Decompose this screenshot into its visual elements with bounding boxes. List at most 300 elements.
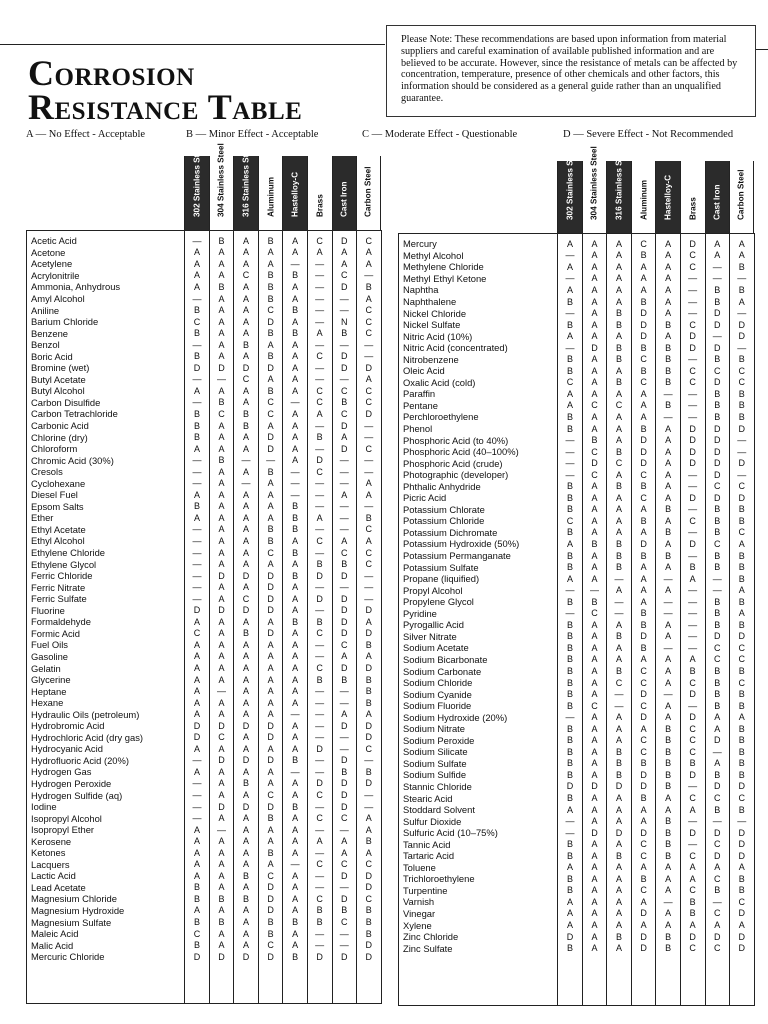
rating-cell: A [292, 732, 299, 743]
rating-cell: A [218, 305, 225, 316]
rating-cell: B [566, 631, 573, 642]
rating-cell: — [339, 824, 349, 835]
rating-cell: B [689, 758, 696, 769]
chemical-name: Butyl Acetate [31, 373, 86, 385]
chemical-name: Nitrobenzene [403, 353, 459, 365]
rating-cell: B [714, 769, 721, 780]
rating-cell: B [616, 631, 623, 642]
rating-cell: A [193, 766, 200, 777]
column-header-label: Brass [688, 197, 698, 220]
rating-cell: — [688, 284, 698, 295]
rating-cell: D [689, 931, 696, 942]
rating-cell: — [315, 766, 325, 777]
rating-cell: A [591, 354, 598, 365]
resistance-table-right [398, 233, 755, 1006]
rating-cell: A [292, 628, 299, 639]
rating-cell: A [640, 654, 647, 665]
rating-cell: B [714, 689, 721, 700]
rating-cell: D [218, 755, 225, 766]
rating-cell: A [365, 374, 372, 385]
table-row [27, 882, 381, 894]
rating-cell: D [640, 689, 647, 700]
rating-cell: D [640, 769, 647, 780]
chemical-name: Propyl Alcohol [403, 584, 463, 596]
rating-cell: — [216, 824, 226, 835]
rating-cell: A [218, 489, 225, 500]
rating-cell: B [640, 365, 647, 376]
rating-cell: C [689, 319, 696, 330]
rating-cell: — [614, 608, 624, 619]
rating-cell: D [615, 827, 623, 838]
rating-cell: B [193, 501, 200, 512]
table-row [399, 550, 754, 562]
rating-cell: A [243, 813, 250, 824]
rating-cell: A [591, 481, 598, 492]
rating-cell: N [340, 316, 348, 327]
column-headers-right [557, 146, 754, 233]
table-row [27, 524, 381, 536]
rating-cell: A [738, 920, 745, 931]
rating-cell: C [738, 677, 746, 688]
rating-cell: B [738, 573, 745, 584]
rating-cell: A [616, 238, 623, 249]
rating-cell: C [218, 732, 225, 743]
rating-cell: C [640, 677, 647, 688]
chemical-name: Photographic (developer) [403, 469, 509, 481]
rating-cell: A [616, 735, 623, 746]
chemical-name: Ethylene Chloride [31, 547, 106, 559]
rating-cell: A [616, 943, 623, 954]
table-row [27, 270, 381, 282]
rating-cell: B [292, 616, 299, 627]
table-row [399, 342, 754, 354]
rating-cell: A [640, 862, 647, 873]
rating-cell: D [365, 605, 373, 616]
table-row [27, 720, 381, 732]
rating-cell: A [193, 512, 200, 523]
rating-cell: — [192, 813, 202, 824]
rating-cell: — [565, 273, 575, 284]
table-row [27, 916, 381, 928]
rating-cell: A [566, 573, 573, 584]
table-row [27, 281, 381, 293]
rating-cell: C [267, 408, 274, 419]
table-row [27, 732, 381, 744]
rating-cell: A [243, 489, 250, 500]
rating-cell: — [290, 397, 300, 408]
rating-cell: A [243, 247, 250, 258]
rating-cell: D [340, 593, 348, 604]
rating-cell: A [218, 616, 225, 627]
table-row [399, 377, 754, 389]
rating-cell: — [339, 686, 349, 697]
chemical-name: Ethyl Alcohol [31, 535, 85, 547]
rating-cell: C [365, 893, 373, 904]
rating-cell: C [640, 700, 647, 711]
table-row [399, 296, 754, 308]
rating-cell: — [688, 631, 698, 642]
rating-cell: A [193, 743, 200, 754]
rating-cell: — [192, 466, 202, 477]
rating-cell: A [616, 284, 623, 295]
rating-cell: A [640, 261, 647, 272]
rating-cell: A [292, 790, 299, 801]
chemical-name: Phosphoric Acid (crude) [403, 457, 503, 469]
rating-cell: B [616, 562, 623, 573]
chemical-name: Sodium Peroxide [403, 734, 475, 746]
rating-cell: A [267, 501, 274, 512]
rating-cell: D [591, 458, 598, 469]
rating-cell: B [267, 917, 274, 928]
column-header-label: Brass [315, 194, 325, 217]
rating-cell: D [365, 663, 373, 673]
rating-cell: D [267, 882, 274, 893]
rating-cell: C [365, 743, 373, 754]
table-row [399, 584, 754, 596]
rating-cell: B [365, 917, 372, 928]
rating-cell: A [591, 527, 598, 538]
rating-cell: — [192, 455, 202, 466]
rating-cell: A [566, 331, 573, 342]
rating-cell: A [193, 443, 200, 454]
table-row [399, 273, 754, 285]
rating-cell: A [243, 351, 250, 362]
table-row [399, 596, 754, 608]
chemical-name: Ethylene Glycol [31, 558, 97, 570]
rating-cell: A [689, 862, 696, 873]
chemical-name: Vinegar [403, 907, 436, 919]
column-header [680, 161, 705, 233]
rating-cell: D [340, 351, 348, 362]
rating-cell: D [340, 790, 348, 801]
rating-cell: A [591, 850, 598, 861]
column-divider [307, 231, 308, 1003]
rating-cell: D [340, 951, 348, 962]
rating-cell: D [689, 827, 696, 838]
rating-cell: A [193, 489, 200, 500]
chemical-name: Chloroform [31, 443, 78, 455]
rating-cell: — [315, 316, 325, 327]
rating-cell: A [665, 296, 672, 307]
rating-cell: B [738, 735, 745, 746]
rating-cell: D [218, 801, 225, 812]
rating-cell: A [591, 573, 598, 584]
table-row [27, 847, 381, 859]
rating-cell: C [689, 261, 696, 272]
rating-cell: A [591, 677, 598, 688]
rating-cell: A [591, 862, 598, 873]
table-row [27, 454, 381, 466]
rating-cell: A [243, 674, 250, 685]
rating-cell: A [267, 674, 274, 685]
table-row [27, 951, 381, 963]
chemical-name: Turpentine [403, 884, 448, 896]
rating-cell: B [566, 758, 573, 769]
rating-cell: — [688, 308, 698, 319]
chemical-name: Isopropyl Alcohol [31, 812, 102, 824]
rating-cell: — [315, 582, 325, 593]
table-row [27, 374, 381, 386]
rating-cell: B [267, 328, 274, 339]
rating-cell: D [713, 458, 721, 469]
rating-cell: A [566, 920, 573, 931]
rating-cell: C [365, 385, 373, 396]
rating-cell: A [243, 790, 250, 801]
rating-cell: A [292, 824, 299, 835]
rating-cell: D [689, 492, 696, 503]
rating-cell: B [714, 284, 721, 295]
rating-cell: A [591, 504, 598, 515]
rating-cell: A [591, 793, 598, 804]
rating-cell: A [341, 836, 348, 847]
rating-cell: A [689, 654, 696, 665]
rating-cell: D [316, 778, 323, 789]
rating-cell: A [193, 824, 200, 835]
rating-cell: — [688, 642, 698, 653]
rating-cell: — [339, 374, 349, 385]
rating-cell: C [340, 859, 348, 870]
rating-cell: A [243, 905, 250, 916]
rating-cell: B [738, 689, 745, 700]
rating-cell: A [292, 928, 299, 939]
rating-cell: A [616, 515, 623, 526]
rating-cell: C [316, 813, 323, 824]
rating-cell: A [341, 489, 348, 500]
chemical-name: Methyl Ethyl Ketone [403, 272, 487, 284]
column-divider [729, 234, 730, 1005]
chemical-name: Zinc Chloride [403, 931, 459, 943]
rating-cell: D [340, 755, 348, 766]
rating-cell: D [365, 628, 373, 639]
rating-cell: C [316, 790, 323, 801]
rating-cell: A [640, 573, 647, 584]
rating-cell: B [714, 388, 721, 399]
rating-cell: B [738, 550, 745, 561]
rating-cell: A [591, 769, 598, 780]
rating-cell: — [192, 524, 202, 535]
rating-cell: D [267, 570, 274, 581]
rating-cell: D [713, 469, 721, 480]
chemical-name: Hydraulic Oils (petroleum) [31, 708, 140, 720]
rating-cell: A [665, 308, 672, 319]
rating-cell: D [713, 377, 721, 388]
rating-cell: A [365, 489, 372, 500]
rating-cell: — [339, 940, 349, 951]
rating-cell: B [591, 596, 598, 607]
table-row [27, 766, 381, 778]
rating-cell: D [267, 362, 274, 373]
rating-cell: A [591, 631, 598, 642]
rating-cell: A [292, 663, 299, 673]
rating-cell: D [267, 755, 274, 766]
rating-cell: A [316, 512, 323, 523]
rating-cell: C [738, 481, 746, 492]
rating-cell: A [243, 651, 250, 662]
chemical-name: Boric Acid [31, 350, 73, 362]
rating-cell: — [192, 755, 202, 766]
rating-cell: A [665, 261, 672, 272]
rating-cell: — [614, 689, 624, 700]
table-row [399, 804, 754, 816]
rating-cell: D [689, 712, 696, 723]
rating-cell: B [365, 686, 372, 697]
rating-cell: B [292, 917, 299, 928]
rating-cell: B [665, 504, 672, 515]
rating-cell: A [292, 362, 299, 373]
rating-cell: — [565, 458, 575, 469]
rating-cell: D [713, 850, 721, 861]
column-divider [209, 231, 210, 1003]
table-row [27, 812, 381, 824]
rating-cell: A [218, 766, 225, 777]
rating-cell: C [591, 469, 598, 480]
rating-cell: — [315, 281, 325, 292]
chemical-name: Varnish [403, 896, 435, 908]
rating-cell: B [640, 296, 647, 307]
rating-cell: D [340, 281, 348, 292]
table-row [399, 388, 754, 400]
rating-cell: A [292, 813, 299, 824]
rating-cell: C [689, 943, 696, 954]
rating-cell: B [365, 766, 372, 777]
rating-cell: B [714, 550, 721, 561]
rating-cell: B [640, 642, 647, 653]
rating-cell: A [665, 908, 672, 919]
table-row [399, 504, 754, 516]
rating-cell: D [340, 420, 348, 431]
rating-cell: B [689, 562, 696, 573]
table-row [399, 365, 754, 377]
table-row [27, 420, 381, 432]
rating-cell: A [738, 608, 745, 619]
rating-cell: B [738, 873, 745, 884]
rating-cell: A [193, 859, 200, 870]
table-row [27, 512, 381, 524]
chemical-name: Tartaric Acid [403, 850, 455, 862]
rating-cell: — [663, 896, 673, 907]
rating-cell: B [665, 839, 672, 850]
chemical-name: Sodium Silicate [403, 746, 468, 758]
rating-cell: D [689, 538, 696, 549]
chemical-name: Carbonic Acid [31, 420, 89, 432]
rating-cell: C [738, 642, 746, 653]
rating-cell: — [688, 354, 698, 365]
rating-cell: B [714, 504, 721, 515]
rating-cell: — [315, 847, 325, 858]
rating-cell: D [267, 893, 274, 904]
rating-cell: A [292, 605, 299, 616]
rating-cell: D [267, 593, 274, 604]
table-row [399, 850, 754, 862]
rating-cell: A [665, 492, 672, 503]
rating-cell: A [316, 328, 323, 339]
rating-cell: A [267, 489, 274, 500]
rating-cell: D [713, 435, 721, 446]
rating-cell: — [290, 859, 300, 870]
rating-cell: A [292, 455, 299, 466]
chemical-name: Hydrofluoric Acid (20%) [31, 754, 129, 766]
rating-cell: B [243, 339, 250, 350]
rating-cell: D [267, 582, 274, 593]
rating-cell: D [365, 732, 373, 743]
rating-cell: A [665, 562, 672, 573]
rating-cell: D [365, 940, 373, 951]
column-divider [680, 234, 681, 1005]
table-row [399, 492, 754, 504]
rating-cell: C [193, 316, 201, 327]
rating-cell: A [218, 351, 225, 362]
chemical-name: Paraffin [403, 388, 436, 400]
rating-cell: B [665, 827, 672, 838]
rating-cell: A [292, 674, 299, 685]
table-row [27, 570, 381, 582]
rating-cell: A [193, 870, 200, 881]
rating-cell: A [591, 804, 598, 815]
rating-cell: B [640, 423, 647, 434]
chemical-name: Diesel Fuel [31, 489, 78, 501]
rating-cell: C [218, 408, 225, 419]
rating-cell: A [292, 940, 299, 951]
rating-cell: C [365, 316, 373, 327]
rating-cell: B [267, 928, 274, 939]
column-header-label: Aluminum [266, 176, 276, 217]
chemical-name: Propane (liquified) [403, 573, 480, 585]
rating-cell: A [365, 535, 372, 546]
rating-cell: — [192, 593, 202, 604]
rating-cell: B [243, 408, 250, 419]
rating-cell: C [365, 235, 373, 246]
chemical-name: Potassium Sulfate [403, 561, 479, 573]
rating-cell: A [243, 547, 250, 558]
rating-cell: A [591, 273, 598, 284]
rating-cell: D [365, 870, 373, 881]
rating-cell: — [688, 839, 698, 850]
rating-cell: A [292, 443, 299, 454]
rating-cell: B [714, 296, 721, 307]
rating-cell: — [339, 501, 349, 512]
rating-cell: D [640, 931, 647, 942]
table-row [27, 235, 381, 247]
column-header-label: 304 Stainless Steel [589, 146, 599, 220]
rating-cell: D [365, 778, 373, 789]
rating-cell: A [566, 388, 573, 399]
rating-cell: D [591, 781, 598, 792]
rating-cell: A [591, 492, 598, 503]
rating-cell: A [292, 593, 299, 604]
rating-cell: B [714, 804, 721, 815]
rating-cell: — [192, 374, 202, 385]
chemical-name: Nitric Acid (concentrated) [403, 342, 508, 354]
rating-cell: A [665, 712, 672, 723]
rating-cell: C [713, 365, 721, 376]
rating-cell: — [339, 524, 349, 535]
rating-cell: B [616, 481, 623, 492]
rating-cell: A [193, 616, 200, 627]
rating-cell: C [340, 639, 348, 650]
rating-cell: B [616, 308, 623, 319]
rating-cell: B [566, 769, 573, 780]
rating-cell: B [243, 870, 250, 881]
rating-cell: C [713, 654, 721, 665]
rating-cell: — [290, 466, 300, 477]
rating-cell: A [665, 677, 672, 688]
table-row [399, 400, 754, 412]
rating-cell: B [566, 943, 573, 954]
table-row [399, 527, 754, 539]
rating-cell: A [267, 247, 274, 258]
rating-cell: D [640, 308, 647, 319]
rating-cell: A [243, 697, 250, 708]
